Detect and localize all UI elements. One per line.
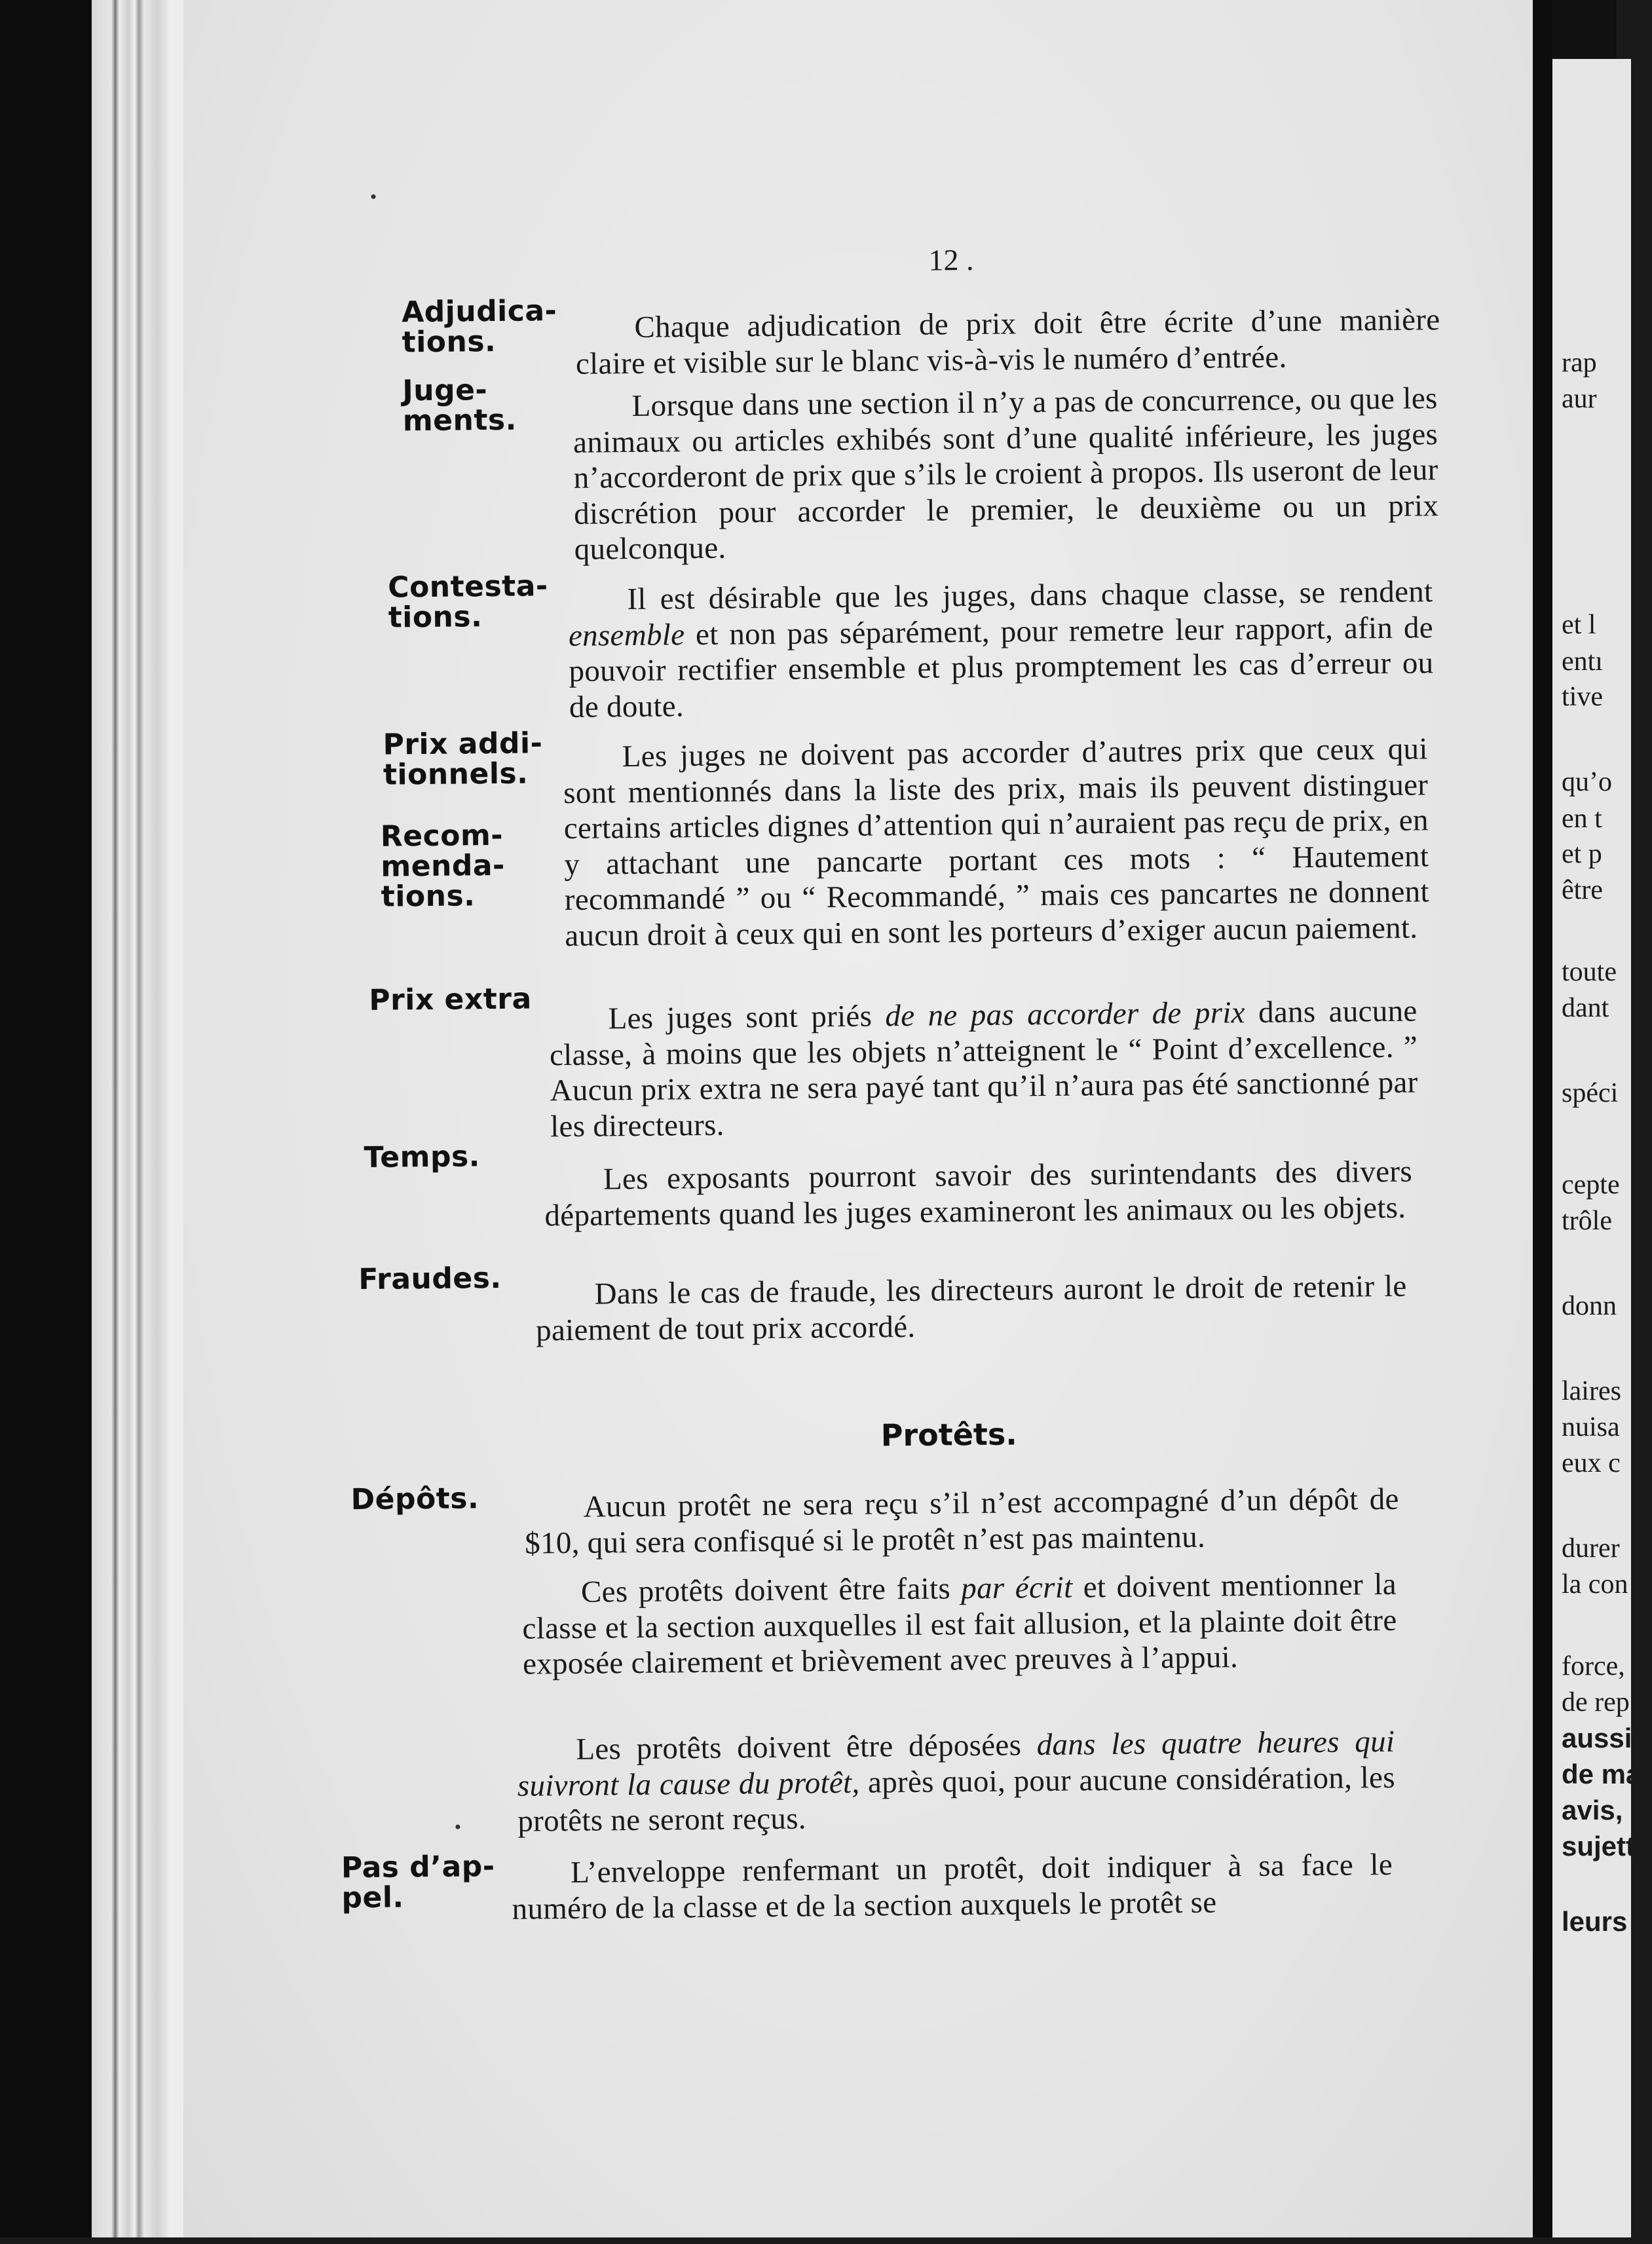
paragraph-protets-delai	[517, 1724, 1396, 1839]
paragraph-contestations	[568, 574, 1434, 725]
margin-label-line: Recom-	[380, 818, 504, 853]
margin-label-line: Contesta-	[388, 569, 548, 605]
adjacent-text: qu’o	[1562, 767, 1612, 797]
adjacent-text: trôle	[1562, 1206, 1612, 1236]
margin-label-adjudications	[402, 296, 557, 358]
emphasis-text: dans les quatre heures qui suivront la cause du protêt,	[517, 1724, 1395, 1803]
paragraph-fraudes: Dans le cas de fraude, les directeurs auront le droit de retenir le paiement de tout prix accordé.	[535, 1269, 1407, 1347]
adjacent-text: entı	[1562, 646, 1603, 677]
adjacent-text: cepte	[1562, 1170, 1620, 1200]
adjacent-text: spéci	[1562, 1078, 1619, 1108]
margin-label-recommendations	[380, 818, 506, 914]
text-run: Il est désirable que les juges, dans chaque classe, se rendent	[627, 574, 1433, 617]
text-run: dans aucune classe, à moins que les objets n’atteignent le “ Point d’excellence. ” Aucun prix extra ne sera payé tant qu’il n’aura pas été sanctionné par les directeurs.	[549, 994, 1418, 1144]
adjacent-text: force,	[1562, 1651, 1625, 1681]
speck	[455, 1825, 460, 1829]
paragraph-adjudications: Chaque adjudication de prix doit être écrite d’une manière claire et visible sur le blanc vis-à-vis le numéro d’entrée.	[575, 303, 1440, 381]
adjacent-text: la con	[1562, 1569, 1628, 1599]
margin-label-line: Adjudica-	[401, 294, 557, 329]
adjacent-text: donn	[1562, 1291, 1617, 1321]
margin-label-line: tions.	[402, 324, 497, 360]
margin-label-contestations	[388, 571, 548, 633]
margin-label-line: Prix extra	[369, 982, 532, 1017]
adjacent-text: nuisa	[1562, 1412, 1620, 1442]
page-content	[173, 0, 1544, 2244]
paragraph-temps: Les exposants pourront savoir des surintendants des divers départements quand les juges examineront les animaux ou les objets.	[544, 1154, 1413, 1233]
text-run: après quoi, pour aucune considération, les protêts ne seront reçus.	[517, 1760, 1396, 1839]
margin-label-line: Pas d’ap-	[341, 1850, 495, 1885]
adjacent-text: avis, s	[1562, 1795, 1646, 1825]
page-number: 12 .	[928, 242, 974, 277]
paragraph-depots: Aucun protêt ne sera reçu s’il n’est accompagné d’un dépôt de $10, qui sera confisqué si le protêt n’est pas maintenu.	[525, 1482, 1399, 1561]
adjacent-text: aussi	[1562, 1723, 1632, 1753]
adjacent-text: eux c	[1562, 1448, 1621, 1478]
margin-label-line: Temps.	[364, 1140, 481, 1174]
adjacent-text: en t	[1562, 804, 1602, 834]
emphasis-text: par écrit	[961, 1570, 1073, 1606]
text-run: Les protêts doivent être déposées	[576, 1728, 1037, 1767]
section-heading-protets: Protêts.	[880, 1416, 1018, 1453]
margin-label-line: pel.	[341, 1880, 404, 1915]
adjacent-page-fragment	[1552, 59, 1652, 2237]
paragraph-prix-extra	[549, 994, 1418, 1145]
adjacent-text: leurs c	[1562, 1906, 1651, 1937]
adjacent-text: être	[1562, 875, 1603, 905]
margin-label-line: menda-	[381, 848, 506, 884]
text-run: et non pas séparément, pour remetre leur rapport, afin de pouvoir rectifier ensemble et plus promptement les cas d’erreur ou de doute.	[569, 610, 1434, 724]
margin-label-line: Prix addi-	[383, 726, 543, 762]
margin-label-jugements	[402, 375, 517, 437]
adjacent-text: durer	[1562, 1533, 1620, 1563]
margin-label-prix-additionnels	[383, 728, 543, 790]
text-run: Ces protêts doivent être faits	[580, 1571, 962, 1609]
margin-label-line: tionnels.	[383, 757, 529, 792]
emphasis-text: ensemble	[568, 617, 685, 653]
adjacent-text: toute	[1562, 957, 1617, 987]
text-run: et doivent mentionner la classe et la section auxquelles il est fait allusion, et la plainte doit être exposée clairement et brièvement avec preuves à l’appui.	[522, 1567, 1397, 1681]
paragraph-jugements: Lorsque dans une section il n’y a pas de concurrence, ou que les animaux ou articles exhibés sont d’une qualité inférieure, les juges n’accorderont de prix que s’ils le croient à propos. Ils useront de leur discrétion pour accorder le premier, le deuxième ou un prix quelconque.	[573, 381, 1439, 567]
text-run: Les juges sont priés	[608, 999, 886, 1036]
adjacent-text: dant	[1562, 993, 1609, 1023]
adjacent-text: tive	[1562, 682, 1603, 712]
paragraph-enveloppe: L’enveloppe renfermant un protêt, doit indiquer à sa face le numéro de la classe et de la section auxquels le protêt se	[512, 1847, 1393, 1926]
left-page	[183, 0, 1533, 2237]
page-edges	[0, 0, 197, 2237]
margin-label-line: ments.	[402, 403, 517, 438]
margin-label-depots	[350, 1484, 479, 1515]
margin-label-prix-extra	[369, 984, 532, 1015]
margin-label-line: Fraudes.	[358, 1261, 502, 1297]
adjacent-text: rap	[1562, 348, 1597, 378]
adjacent-text: et p	[1562, 839, 1602, 869]
adjacent-text: et l	[1562, 610, 1596, 640]
book-gutter	[1533, 0, 1552, 2237]
paragraph-protets-ecrit	[522, 1567, 1398, 1682]
margin-label-temps	[364, 1142, 480, 1173]
speck	[371, 195, 375, 199]
adjacent-text: laires	[1562, 1376, 1621, 1406]
adjacent-text: aur	[1562, 384, 1597, 414]
adjacent-text: sujetto	[1562, 1831, 1652, 1861]
margin-label-pas-dappel	[341, 1852, 495, 1913]
margin-label-fraudes	[358, 1263, 502, 1295]
adjacent-text: de ma	[1562, 1759, 1642, 1789]
margin-label-line: tions.	[381, 879, 476, 914]
margin-label-line: Dépôts.	[350, 1482, 479, 1517]
margin-label-line: Juge-	[402, 373, 488, 408]
adjacent-text: de rep	[1562, 1687, 1630, 1717]
margin-label-line: tions.	[388, 600, 483, 635]
emphasis-text: de ne pas accorder de prix	[885, 996, 1246, 1034]
paragraph-prix-additionnels: Les juges ne doivent pas accorder d’autres prix que ceux qui sont mentionnés dans la liste des prix, mais ils peuvent distinguer certains articles dignes d’attention qui n’auraient pas reçu de prix, en y attachant une pancarte portant ces mots : “ Hautement recommandé ” ou “ Recommandé, ” mais ces pancartes ne donnent aucun droit à ceux qui en sont les porteurs d’exiger aucun paiement.	[563, 732, 1430, 953]
